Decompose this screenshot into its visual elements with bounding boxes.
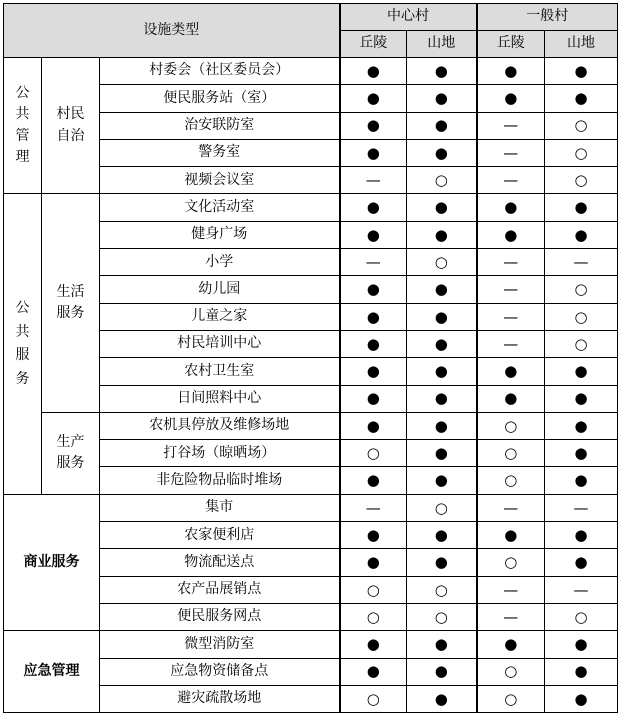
- mark-cell: —: [545, 494, 618, 521]
- mark-cell: ●: [340, 358, 407, 385]
- category-public-management: 公 共 管 理: [4, 58, 42, 194]
- mark-cell: ○: [407, 494, 477, 521]
- facility-type-header: 设施类型: [4, 4, 340, 58]
- mark-cell: ○: [407, 576, 477, 603]
- facility-name: 便民服务网点: [100, 603, 340, 630]
- facility-name: 小学: [100, 249, 340, 276]
- facility-name: 视频会议室: [100, 167, 340, 194]
- mark-cell: —: [340, 249, 407, 276]
- facility-name: 农家便利店: [100, 522, 340, 549]
- mark-cell: ●: [545, 194, 618, 221]
- mark-cell: ○: [407, 167, 477, 194]
- mark-cell: ●: [407, 549, 477, 576]
- mark-cell: —: [477, 603, 545, 630]
- category-commercial-service: 商业服务: [4, 494, 100, 630]
- mark-cell: ●: [340, 58, 407, 85]
- facility-name: 治安联防室: [100, 112, 340, 139]
- facility-name: 幼儿园: [100, 276, 340, 303]
- facility-name: 应急物资储备点: [100, 658, 340, 685]
- mark-cell: ●: [545, 358, 618, 385]
- mark-cell: ●: [340, 412, 407, 439]
- mark-cell: ●: [407, 221, 477, 248]
- mark-cell: ●: [340, 276, 407, 303]
- mark-cell: —: [545, 249, 618, 276]
- mark-cell: ○: [340, 440, 407, 467]
- mark-cell: ●: [340, 139, 407, 166]
- mark-cell: ●: [545, 467, 618, 494]
- mark-cell: ○: [545, 276, 618, 303]
- facility-name: 村委会（社区委员会）: [100, 58, 340, 85]
- mark-cell: ●: [545, 412, 618, 439]
- mark-cell: ●: [407, 631, 477, 658]
- mark-cell: ●: [340, 194, 407, 221]
- mark-cell: —: [477, 249, 545, 276]
- mark-cell: ●: [340, 467, 407, 494]
- mark-cell: —: [477, 276, 545, 303]
- facility-name: 农产品展销点: [100, 576, 340, 603]
- facility-name: 避灾疏散场地: [100, 685, 340, 712]
- mark-cell: ●: [407, 58, 477, 85]
- mark-cell: ●: [407, 85, 477, 112]
- mark-cell: ●: [407, 522, 477, 549]
- mark-cell: ●: [340, 522, 407, 549]
- mark-cell: ●: [407, 330, 477, 357]
- mark-cell: ○: [477, 467, 545, 494]
- mark-cell: ●: [545, 85, 618, 112]
- facility-name: 农村卫生室: [100, 358, 340, 385]
- mark-cell: ○: [545, 167, 618, 194]
- facility-name: 儿童之家: [100, 303, 340, 330]
- mark-cell: ●: [407, 358, 477, 385]
- facility-name: 村民培训中心: [100, 330, 340, 357]
- mark-cell: ○: [545, 603, 618, 630]
- mark-cell: —: [340, 167, 407, 194]
- facility-name: 微型消防室: [100, 631, 340, 658]
- mark-cell: ○: [545, 112, 618, 139]
- mark-cell: ○: [477, 685, 545, 712]
- facility-name: 非危险物品临时堆场: [100, 467, 340, 494]
- mark-cell: ●: [407, 658, 477, 685]
- mark-cell: ○: [340, 603, 407, 630]
- mark-cell: ●: [407, 303, 477, 330]
- mark-cell: —: [340, 494, 407, 521]
- facility-name: 健身广场: [100, 221, 340, 248]
- general-village-header: 一般村: [477, 4, 618, 31]
- mark-cell: ○: [340, 576, 407, 603]
- mark-cell: ○: [545, 303, 618, 330]
- mark-cell: ●: [340, 221, 407, 248]
- mark-cell: ●: [340, 631, 407, 658]
- mark-cell: —: [477, 494, 545, 521]
- mark-cell: ●: [545, 522, 618, 549]
- facility-name: 便民服务站（室）: [100, 85, 340, 112]
- mark-cell: ●: [407, 685, 477, 712]
- mark-cell: ●: [545, 685, 618, 712]
- subcategory-production-service: 生产 服务: [42, 412, 100, 494]
- mark-cell: ●: [477, 58, 545, 85]
- mark-cell: ○: [477, 658, 545, 685]
- mark-cell: ●: [407, 194, 477, 221]
- mark-cell: —: [477, 303, 545, 330]
- mark-cell: —: [477, 112, 545, 139]
- subcategory-villager-autonomy: 村民 自治: [42, 58, 100, 194]
- mark-cell: ●: [340, 385, 407, 412]
- mark-cell: ●: [340, 330, 407, 357]
- mark-cell: ●: [407, 412, 477, 439]
- mark-cell: ●: [477, 631, 545, 658]
- mark-cell: ●: [407, 385, 477, 412]
- mark-cell: ●: [340, 112, 407, 139]
- mark-cell: ○: [477, 412, 545, 439]
- mark-cell: ○: [545, 330, 618, 357]
- mark-cell: ○: [407, 603, 477, 630]
- mark-cell: —: [477, 330, 545, 357]
- mark-cell: ●: [477, 221, 545, 248]
- mark-cell: ●: [545, 58, 618, 85]
- mark-cell: ●: [407, 276, 477, 303]
- mark-cell: ●: [545, 440, 618, 467]
- facility-name: 农机具停放及维修场地: [100, 412, 340, 439]
- mark-cell: —: [477, 167, 545, 194]
- mark-cell: ○: [407, 249, 477, 276]
- mark-cell: ●: [340, 658, 407, 685]
- mark-cell: ●: [545, 221, 618, 248]
- center-village-header: 中心村: [340, 4, 477, 31]
- mark-cell: ●: [407, 139, 477, 166]
- category-emergency-management: 应急管理: [4, 631, 100, 713]
- mark-cell: ●: [407, 440, 477, 467]
- mark-cell: ●: [340, 549, 407, 576]
- mark-cell: —: [477, 576, 545, 603]
- general-mountain-header: 山地: [545, 31, 618, 58]
- mark-cell: ○: [477, 440, 545, 467]
- mark-cell: ○: [545, 139, 618, 166]
- mark-cell: ●: [477, 194, 545, 221]
- center-mountain-header: 山地: [407, 31, 477, 58]
- mark-cell: ●: [545, 385, 618, 412]
- facility-name: 打谷场（晾晒场）: [100, 440, 340, 467]
- facility-table: [3, 3, 618, 713]
- mark-cell: ●: [477, 522, 545, 549]
- general-hill-header: 丘陵: [477, 31, 545, 58]
- mark-cell: —: [477, 139, 545, 166]
- mark-cell: ●: [545, 549, 618, 576]
- facility-name: 集市: [100, 494, 340, 521]
- mark-cell: ●: [340, 303, 407, 330]
- subcategory-life-service: 生活 服务: [42, 194, 100, 412]
- mark-cell: ○: [477, 549, 545, 576]
- mark-cell: ●: [407, 112, 477, 139]
- center-hill-header: 丘陵: [340, 31, 407, 58]
- mark-cell: ●: [407, 467, 477, 494]
- mark-cell: ●: [545, 631, 618, 658]
- facility-name: 警务室: [100, 139, 340, 166]
- mark-cell: ●: [545, 658, 618, 685]
- mark-cell: ●: [340, 85, 407, 112]
- category-public-service: 公 共 服 务: [4, 194, 42, 494]
- mark-cell: ●: [477, 385, 545, 412]
- mark-cell: ○: [340, 685, 407, 712]
- facility-name: 日间照料中心: [100, 385, 340, 412]
- mark-cell: ●: [477, 358, 545, 385]
- facility-name: 文化活动室: [100, 194, 340, 221]
- mark-cell: —: [545, 576, 618, 603]
- mark-cell: ●: [477, 85, 545, 112]
- facility-name: 物流配送点: [100, 549, 340, 576]
